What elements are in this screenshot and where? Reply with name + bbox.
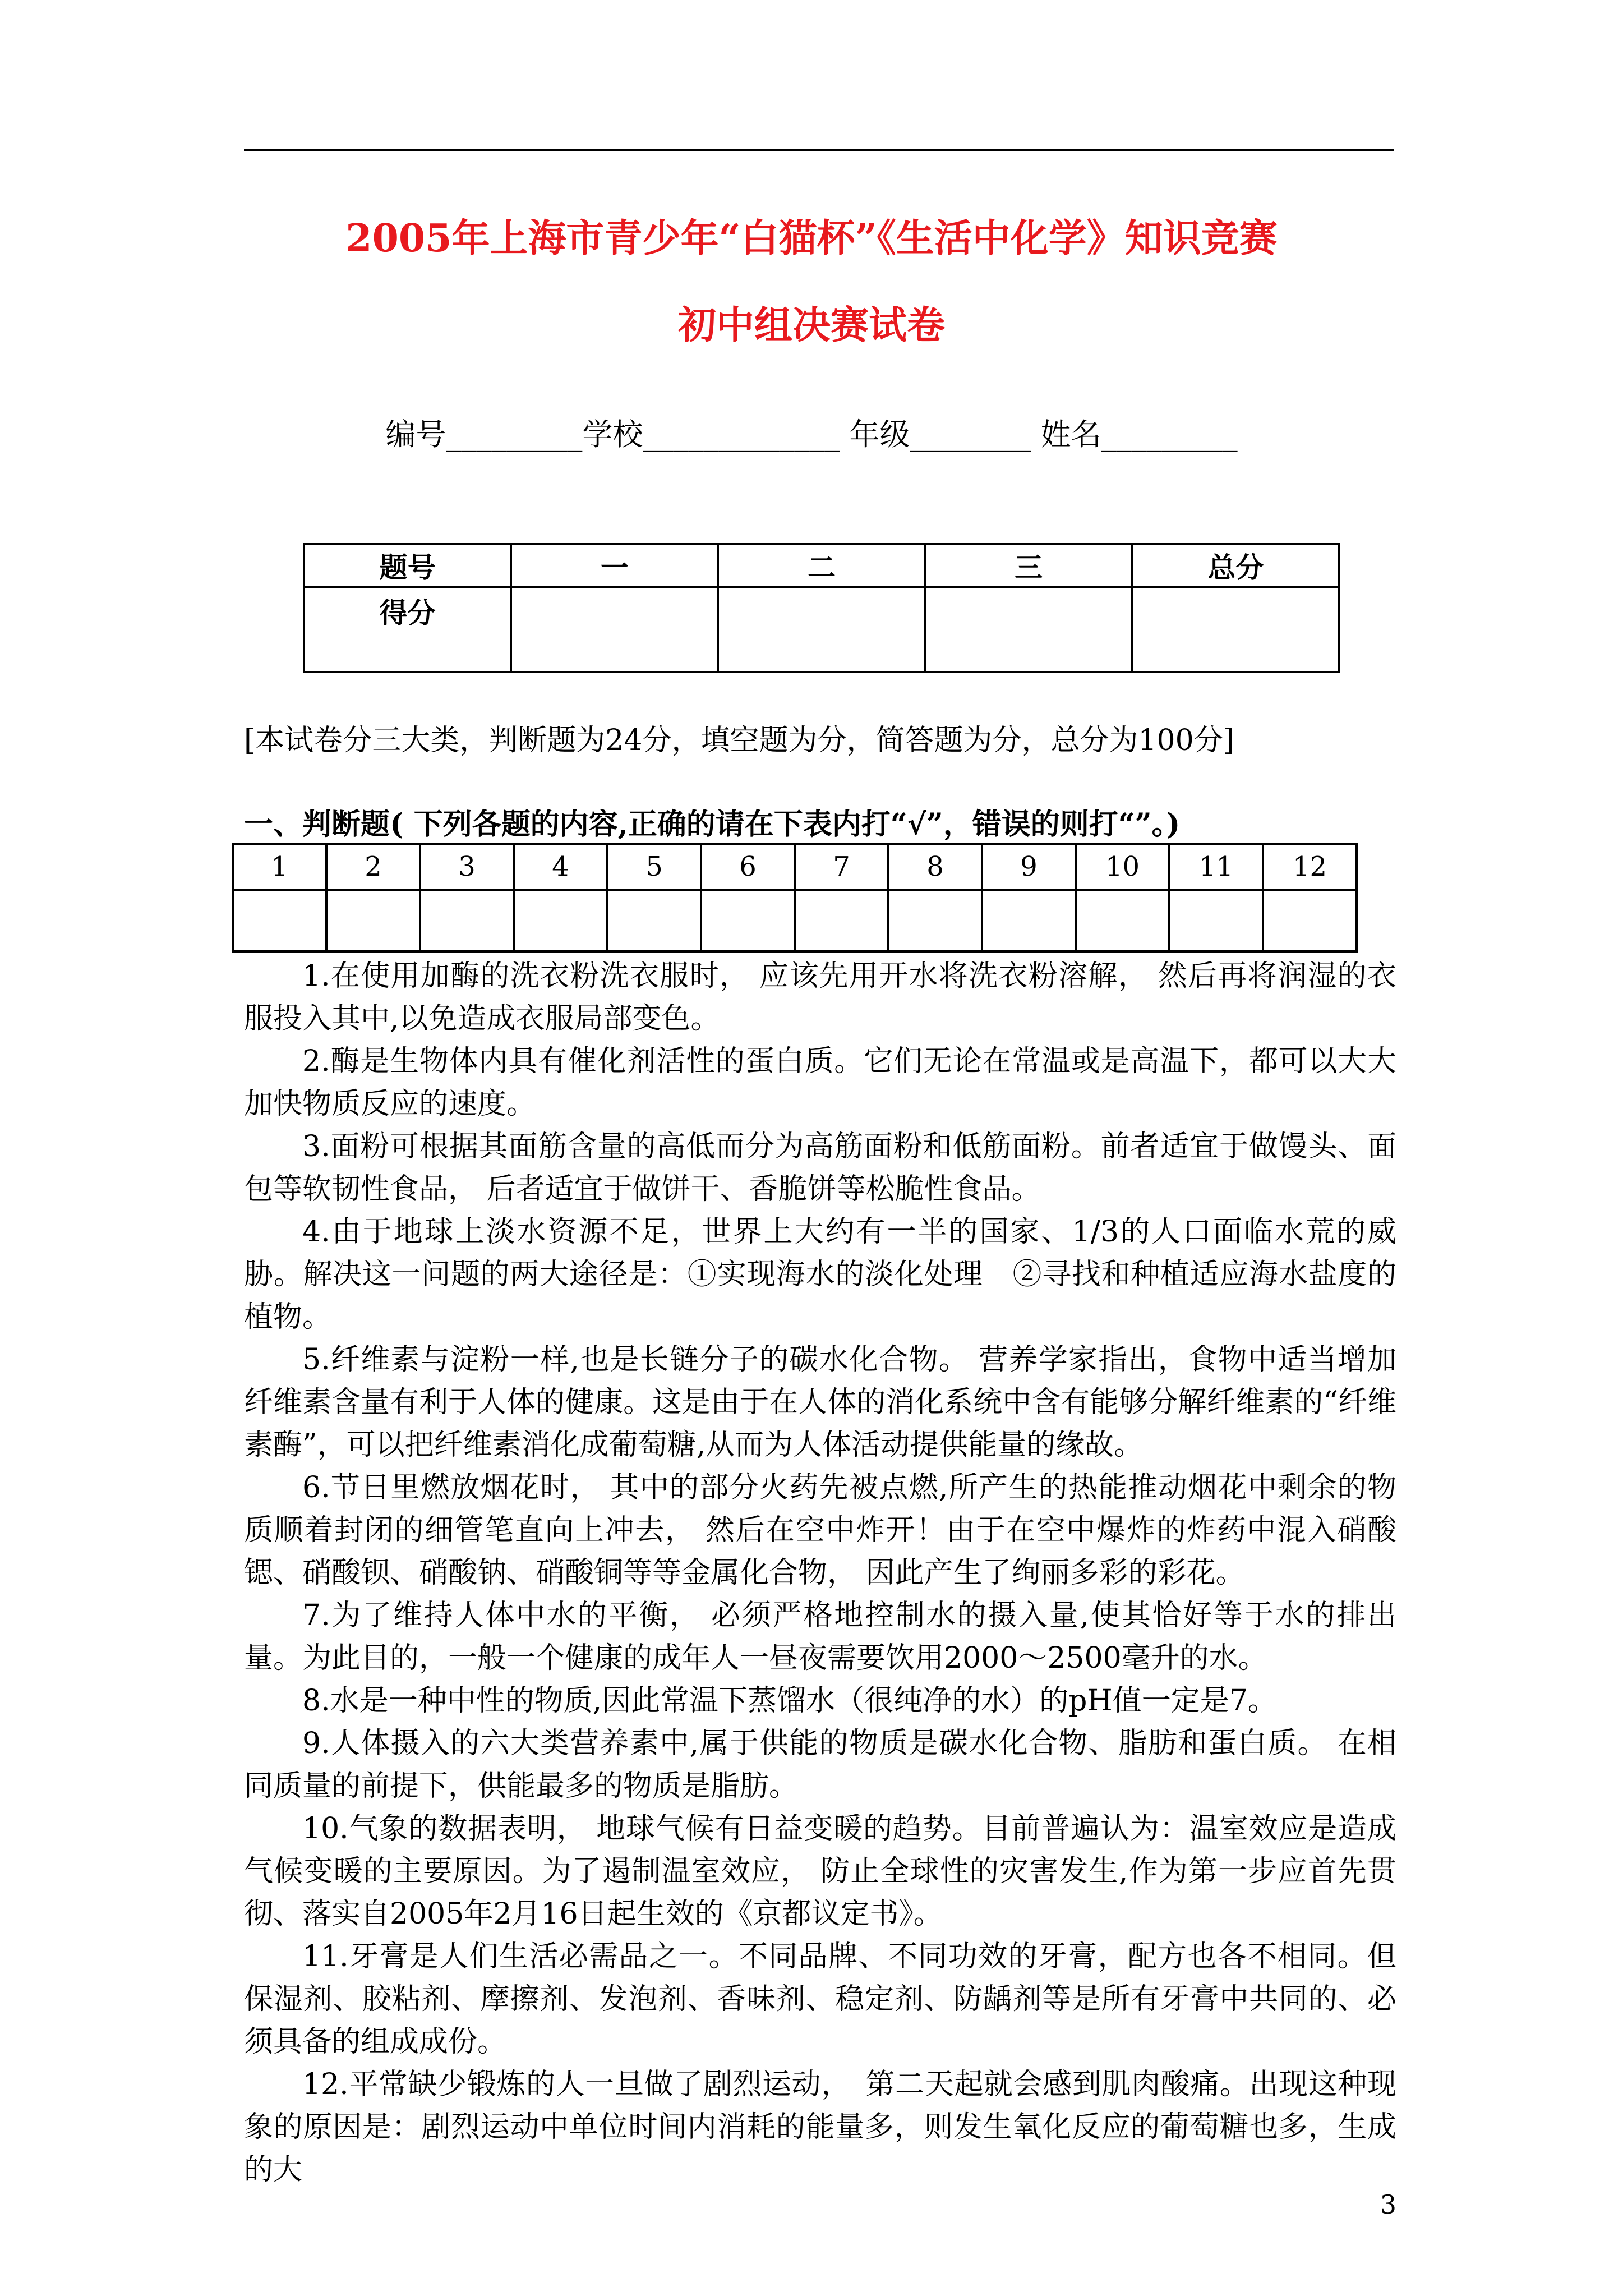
answer-number-cell: 8 [888,844,982,890]
answer-table [232,843,1358,953]
answer-blank-cell[interactable] [420,890,514,951]
question-item: 3.面粉可根据其面筋含量的高低而分为高筋面粉和低筋面粉。前者适宜于做馒头、面包等软韧性食品， 后者适宜于做饼干、香脆饼等松脆性食品。 [244,1130,1396,1206]
answer-blank-cell[interactable] [233,890,326,951]
score-header-cell: 三 [925,544,1132,587]
question-item: 8.水是一种中性的物质,因此常温下蒸馏水（很纯净的水）的pH值一定是7。 [302,1684,1277,1718]
header-rule [244,149,1394,151]
answer-number-cell: 10 [1076,844,1169,890]
score-table-score-row [304,587,1339,672]
answer-number-cell: 3 [420,844,514,890]
question-item: 2.酶是生物体内具有催化剂活性的蛋白质。它们无论在常温或是高温下，都可以大大加快物质反应的速度。 [244,1045,1396,1121]
score-cell[interactable] [718,587,925,672]
answer-number-cell: 4 [514,844,607,890]
answer-blank-cell[interactable] [701,890,795,951]
score-header-cell: 一 [511,544,718,587]
answer-blank-cell[interactable] [326,890,420,951]
score-cell[interactable] [1132,587,1339,672]
question-item: 6.节日里燃放烟花时， 其中的部分火药先被点燃,所产生的热能推动烟花中剩余的物质顺着封闭的细管笔直向上冲去， 然后在空中炸开！由于在空中爆炸的炸药中混入硝酸锶、硝酸钡、硝酸钠、硝酸铜等等金属化合物， 因此产生了绚丽多彩的彩花。 [244,1471,1396,1590]
score-table-header-row [304,544,1339,587]
answer-number-cell: 5 [607,844,701,890]
question-item: 11.牙膏是人们生活必需品之一。不同品牌、不同功效的牙膏，配方也各不相同。但保湿剂、胶粘剂、摩擦剂、发泡剂、香味剂、稳定剂、防龋剂等是所有牙膏中共同的、必须具备的组成成份。 [244,1940,1396,2059]
question-item: 1.在使用加酶的洗衣粉洗衣服时， 应该先用开水将洗衣粉溶解， 然后再将润湿的衣服投入其中,以免造成衣服局部变色。 [244,959,1396,1036]
question-item: 7.为了维持人体中水的平衡， 必须严格地控制水的摄入量,使其恰好等于水的排出量。为此目的，一般一个健康的成年人一昼夜需要饮用2000～2500毫升的水。 [244,1599,1396,1675]
exam-title: 2005年上海市青少年“白猫杯”《生活中化学》知识竞赛 [345,216,1278,261]
answer-number-cell: 6 [701,844,795,890]
score-header-cell: 二 [718,544,925,587]
answer-number-cell: 7 [795,844,888,890]
question-item: 5.纤维素与淀粉一样,也是长链分子的碳水化合物。 营养学家指出，食物中适当增加纤维素含量有利于人体的健康。这是由于在人体的消化系统中含有能够分解纤维素的“纤维素酶”，可以把纤维素消化成葡萄糖,从而为人体活动提供能量的缘故。 [244,1343,1396,1462]
answer-blank-cell[interactable] [514,890,607,951]
answer-blank-cell[interactable] [1169,890,1263,951]
answer-number-cell: 9 [982,844,1076,890]
question-list [244,955,1396,2191]
answer-blank-row [233,890,1357,951]
answer-number-cell: 2 [326,844,420,890]
exam-note: [本试卷分三大类，判断题为24分，填空题为分，简答题为分，总分为100分] [244,724,1234,757]
answer-blank-cell[interactable] [1263,890,1357,951]
answer-blank-cell[interactable] [982,890,1076,951]
score-header-cell: 题号 [304,544,511,587]
question-item: 4.由于地球上淡水资源不足，世界上大约有一半的国家、1/3的人口面临水荒的威胁。解决这一问题的两大途径是：①实现海水的淡化处理 ②寻找和种植适应海水盐度的植物。 [244,1215,1396,1334]
question-item: 9.人体摄入的六大类营养素中,属于供能的物质是碳水化合物、脂肪和蛋白质。 在相同质量的前提下，供能最多的物质是脂肪。 [244,1727,1396,1803]
score-cell[interactable] [925,587,1132,672]
score-cell[interactable] [511,587,718,672]
answer-number-cell: 12 [1263,844,1357,890]
exam-subtitle: 初中组决赛试卷 [677,303,945,348]
score-table [303,543,1340,673]
score-header-cell: 总分 [1132,544,1339,587]
question-item: 12.平常缺少锻炼的人一旦做了剧烈运动， 第二天起就会感到肌肉酸痛。出现这种现象的原因是：剧烈运动中单位时间内消耗的能量多，则发生氧化反应的葡萄糖也多，生成的大 [244,2068,1396,2187]
answer-blank-cell[interactable] [1076,890,1169,951]
answer-number-row [233,844,1357,890]
student-info-line: 编号_________学校_____________ 年级________ 姓名_________ [385,417,1238,452]
question-item: 10.气象的数据表明， 地球气候有日益变暖的趋势。目前普遍认为：温室效应是造成气候变暖的主要原因。为了遏制温室效应， 防止全球性的灾害发生,作为第一步应首先贯彻、落实自2005年2月16日起生效的《京都议定书》。 [244,1812,1396,1931]
score-row-label: 得分 [304,587,511,672]
section-heading: 一、判断题( 下列各题的内容,正确的请在下表内打“√”，错误的则打“”。) [244,807,1181,841]
answer-blank-cell[interactable] [607,890,701,951]
answer-number-cell: 11 [1169,844,1263,890]
answer-blank-cell[interactable] [795,890,888,951]
answer-number-cell: 1 [233,844,326,890]
page-number: 3 [1380,2189,1396,2220]
answer-blank-cell[interactable] [888,890,982,951]
